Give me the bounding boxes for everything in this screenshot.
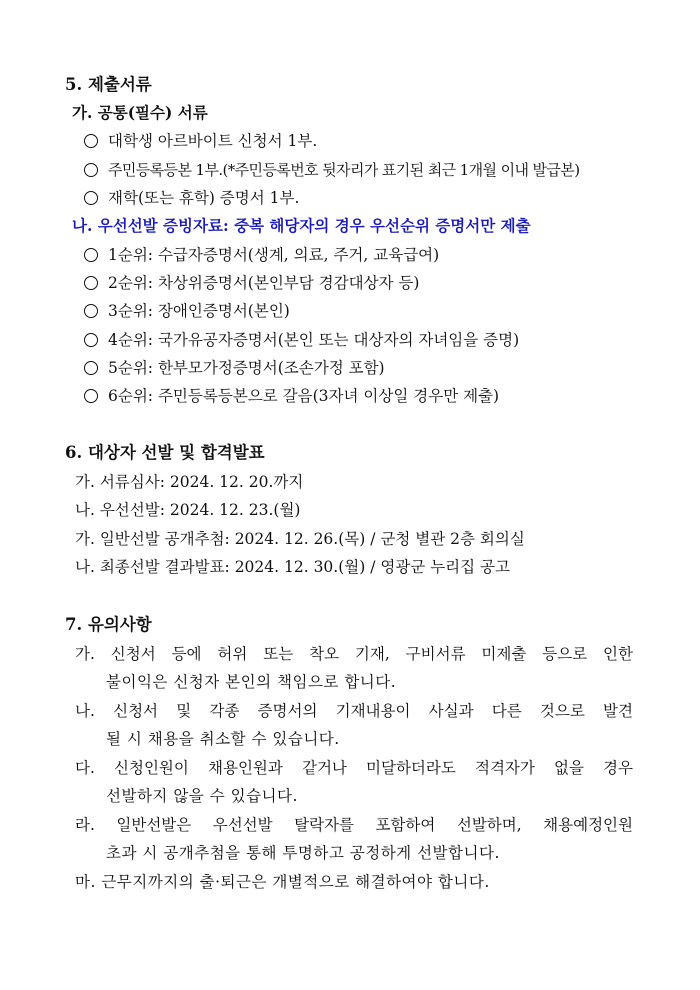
circle-bullet-icon (84, 191, 98, 205)
notice-item-cont: 초과 시 공개추첨을 통해 투명하고 공정하게 선발합니다. (106, 844, 500, 862)
circle-bullet-icon (84, 361, 98, 375)
notice-item-cont: 불이익은 신청자 본인의 책임으로 합니다. (106, 673, 397, 691)
circle-bullet-icon (84, 389, 98, 403)
circle-bullet-icon (84, 304, 98, 318)
schedule-item: 나. 우선선발: 2024. 12. 23.(월) (75, 501, 301, 519)
list-item: 1순위: 수급자증명서(생계, 의료, 주거, 교육급여) (84, 245, 439, 265)
section-title: 6. 대상자 선발 및 합격발표 (65, 443, 265, 462)
notice-item: 라. 일반선발은 우선선발 탈락자를 포함하여 선발하며, 채용예정인원 (75, 816, 633, 834)
circle-bullet-icon (84, 248, 98, 262)
notice-item-cont: 선발하지 않을 수 있습니다. (106, 787, 298, 805)
list-item: 4순위: 국가유공자증명서(본인 또는 대상자의 자녀임을 증명) (84, 330, 519, 350)
notice-item: 다. 신청인원이 채용인원과 같거나 미달하더라도 적격자가 없을 경우 (75, 759, 633, 777)
list-item: 2순위: 차상위증명서(본인부담 경감대상자 등) (84, 273, 419, 293)
list-item: 주민등록등본 1부.(*주민등록번호 뒷자리가 표기된 최근 1개월 이내 발급본) (84, 160, 579, 180)
schedule-item: 나. 최종선발 결과발표: 2024. 12. 30.(월) / 영광군 누리집 공고 (75, 558, 510, 576)
notice-item-cont: 될 시 채용을 취소할 수 있습니다. (106, 730, 340, 748)
circle-bullet-icon (84, 134, 98, 148)
list-item: 3순위: 장애인증명서(본인) (84, 301, 290, 321)
notice-item: 가. 신청서 등에 허위 또는 착오 기재, 구비서류 미제출 등으로 인한 (75, 645, 633, 663)
section-title: 7. 유의사항 (65, 615, 152, 634)
list-item: 재학(또는 휴학) 증명서 1부. (84, 188, 299, 208)
circle-bullet-icon (84, 163, 98, 177)
circle-bullet-icon (84, 333, 98, 347)
notice-item: 마. 근무지까지의 출·퇴근은 개별적으로 해결하여야 합니다. (75, 873, 490, 891)
list-item: 5순위: 한부모가정증명서(조손가정 포함) (84, 358, 385, 378)
section-title: 5. 제출서류 (65, 75, 152, 94)
list-item: 대학생 아르바이트 신청서 1부. (84, 131, 317, 151)
circle-bullet-icon (84, 276, 98, 290)
schedule-item: 가. 서류심사: 2024. 12. 20.까지 (75, 473, 304, 491)
list-item: 6순위: 주민등록등본으로 갈음(3자녀 이상일 경우만 제출) (84, 386, 499, 406)
subsection-title-priority: 나. 우선선발 증빙자료: 중복 해당자의 경우 우선순위 증명서만 제출 (72, 216, 531, 235)
notice-item: 나. 신청서 및 각종 증명서의 기재내용이 사실과 다른 것으로 발견 (75, 702, 633, 720)
schedule-item: 가. 일반선발 공개추첨: 2024. 12. 26.(목) / 군청 별관 2층 회의실 (75, 530, 525, 548)
subsection-title: 가. 공통(필수) 서류 (72, 103, 208, 122)
